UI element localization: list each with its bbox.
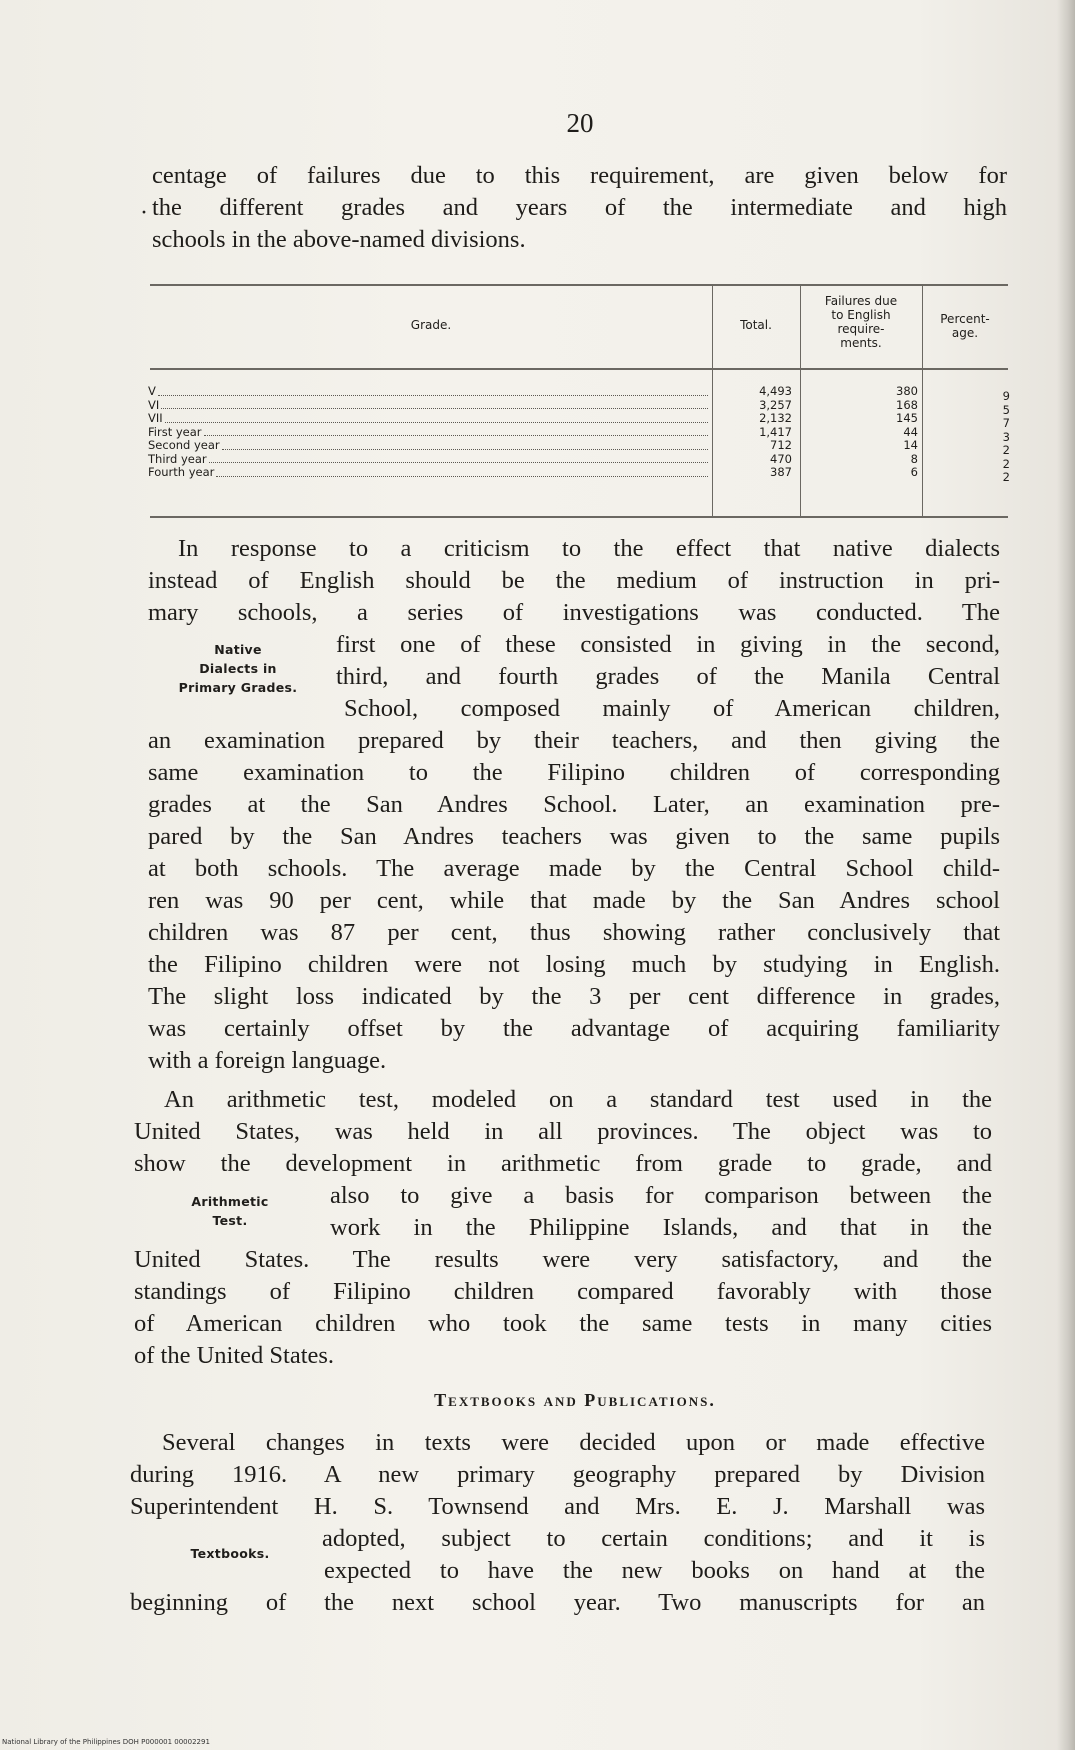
text-line: centage of failures due to this requirement, are given below for xyxy=(152,162,1007,189)
header-failures-line: Failures due xyxy=(824,294,898,308)
intro-paragraph xyxy=(152,160,1007,256)
leader-dots xyxy=(204,426,708,437)
text-line: expected to have the new books on hand at the xyxy=(324,1557,985,1584)
sidenote-line: Textbooks. xyxy=(190,1546,270,1561)
total-cell: 1,417 xyxy=(759,424,792,439)
failures-cell: 380 xyxy=(896,384,918,398)
percent-cell: 7 xyxy=(1002,416,1010,430)
sidenote-arithmetic-test xyxy=(150,1192,310,1230)
table-row xyxy=(148,426,708,440)
table-row xyxy=(148,466,708,480)
header-percent xyxy=(922,312,1008,340)
sidenote-line: Arithmetic xyxy=(191,1194,269,1209)
percent-cell: 2 xyxy=(1002,443,1010,457)
text-line: during 1916. A new primary geography prepared by Division xyxy=(130,1461,985,1488)
grade-cell: Fourth year xyxy=(148,465,215,479)
text-line: show the development in arithmetic from grade to grade, and xyxy=(134,1150,992,1177)
text-line: Several changes in texts were decided upon or made effective xyxy=(162,1429,985,1456)
leader-dots xyxy=(216,466,708,477)
text-line: schools in the above-named divisions. xyxy=(152,226,526,253)
failures-cell: 8 xyxy=(910,451,918,466)
total-column xyxy=(712,385,792,480)
text-line: beginning of the next school year. Two manuscripts for an xyxy=(130,1589,985,1616)
grade-cell: First year xyxy=(148,424,202,439)
text-line: In response to a criticism to the effect that native dialects xyxy=(178,535,1000,562)
grade-cell: Third year xyxy=(148,451,207,466)
text-line: grades at the San Andres School. Later, an examination pre- xyxy=(148,791,1000,818)
table-row xyxy=(148,399,708,413)
header-grade: Grade. xyxy=(410,318,452,332)
text-line: adopted, subject to certain conditions; and it is xyxy=(322,1525,985,1552)
leader-dots xyxy=(158,385,708,396)
textbooks-paragraph xyxy=(130,1427,985,1619)
table-header-rule xyxy=(150,368,1008,370)
text-line: instead of English should be the medium of instruction in pri- xyxy=(148,567,1000,594)
margin-mark: · xyxy=(140,200,148,226)
percent-cell: 2 xyxy=(1002,456,1010,471)
grade-cell: VI xyxy=(148,397,160,412)
total-cell: 387 xyxy=(770,465,792,479)
total-cell: 712 xyxy=(770,438,792,452)
percent-cell: 5 xyxy=(1002,402,1010,417)
leader-dots xyxy=(209,453,708,464)
text-line: same examination to the Filipino children of corresponding xyxy=(148,759,1000,786)
leader-dots xyxy=(161,399,708,410)
grade-cell: V xyxy=(148,384,156,398)
table-bottom-rule xyxy=(150,516,1008,518)
text-line: also to give a basis for comparison between the xyxy=(330,1182,992,1209)
failures-cell: 6 xyxy=(910,465,918,479)
text-line: an examination prepared by their teachers, and then giving the xyxy=(148,727,1000,754)
percent-cell: 9 xyxy=(1002,389,1010,403)
text-line: was certainly offset by the advantage of acquiring familiarity xyxy=(148,1015,1000,1042)
grade-column xyxy=(148,385,708,480)
native-dialects-paragraph xyxy=(148,533,1000,1077)
table-row xyxy=(148,439,708,453)
total-cell: 470 xyxy=(770,451,792,466)
percent-cell: 3 xyxy=(1002,429,1010,444)
text-line: mary schools, a series of investigations was conducted. The xyxy=(148,599,1000,626)
sidenote-textbooks xyxy=(160,1544,300,1563)
grade-cell: VII xyxy=(148,411,163,425)
table-row xyxy=(148,412,708,426)
header-total: Total. xyxy=(740,318,772,332)
header-failures xyxy=(800,294,922,350)
text-line: ren was 90 per cent, while that made by the San Andres school xyxy=(148,887,1000,914)
header-percent-line: age. xyxy=(951,326,979,340)
text-line: the different grades and years of the intermediate and high xyxy=(152,194,1007,221)
text-line: An arithmetic test, modeled on a standard test used in the xyxy=(164,1086,992,1113)
failures-cell: 168 xyxy=(896,397,918,412)
text-line: The slight loss indicated by the 3 per cent difference in grades, xyxy=(148,983,1000,1010)
text-line: first one of these consisted in giving in the second, xyxy=(336,631,1000,658)
text-line: with a foreign language. xyxy=(148,1047,387,1074)
text-line: School, composed mainly of American children, xyxy=(344,695,1000,722)
page-number: 20 xyxy=(566,108,594,138)
table-row xyxy=(148,453,708,467)
grade-cell: Second year xyxy=(148,438,220,452)
text-line: United States, was held in all provinces. The object was to xyxy=(134,1118,992,1145)
failures-cell: 145 xyxy=(896,411,918,425)
section-heading: Textbooks and Publications. xyxy=(434,1390,716,1410)
total-cell: 2,132 xyxy=(759,411,792,425)
sidenote-line: Primary Grades. xyxy=(178,680,298,695)
leader-dots xyxy=(165,412,708,423)
text-line: work in the Philippine Islands, and that in the xyxy=(330,1214,992,1241)
sidenote-line: Native xyxy=(214,642,262,657)
percent-cell: 2 xyxy=(1002,470,1010,484)
header-failures-line: ments. xyxy=(840,336,882,350)
sidenote-native-dialects xyxy=(148,640,328,697)
leader-dots xyxy=(222,439,708,450)
failures-column xyxy=(800,385,918,480)
failures-cell: 14 xyxy=(903,438,918,452)
header-failures-line: require- xyxy=(837,322,885,336)
text-line: of American children who took the same tests in many cities xyxy=(134,1310,992,1337)
text-line: third, and fourth grades of the Manila Central xyxy=(336,663,1000,690)
sidenote-line: Test. xyxy=(212,1213,248,1228)
total-cell: 3,257 xyxy=(759,397,792,412)
percent-column xyxy=(922,390,1010,485)
text-line: standings of Filipino children compared favorably with those xyxy=(134,1278,992,1305)
failures-cell: 44 xyxy=(903,424,918,439)
scan-footer: National Library of the Philippines DOH P000001 00002291 xyxy=(2,1738,210,1746)
total-cell: 4,493 xyxy=(759,384,792,398)
text-line: pared by the San Andres teachers was given to the same pupils xyxy=(148,823,1000,850)
page-edge-shadow xyxy=(1057,0,1075,1750)
text-line: at both schools. The average made by the Central School child- xyxy=(148,855,1000,882)
header-percent-line: Percent- xyxy=(940,312,990,326)
table-top-rule xyxy=(150,284,1008,286)
text-line: children was 87 per cent, thus showing rather conclusively that xyxy=(148,919,1000,946)
text-line: the Filipino children were not losing much by studying in English. xyxy=(148,951,1000,978)
text-line: Superintendent H. S. Townsend and Mrs. E. J. Marshall was xyxy=(130,1493,985,1520)
table-row xyxy=(148,385,708,399)
header-failures-line: to English xyxy=(831,308,891,322)
text-line: United States. The results were very satisfactory, and the xyxy=(134,1246,992,1273)
sidenote-line: Dialects in xyxy=(199,661,277,676)
text-line: of the United States. xyxy=(134,1342,335,1369)
